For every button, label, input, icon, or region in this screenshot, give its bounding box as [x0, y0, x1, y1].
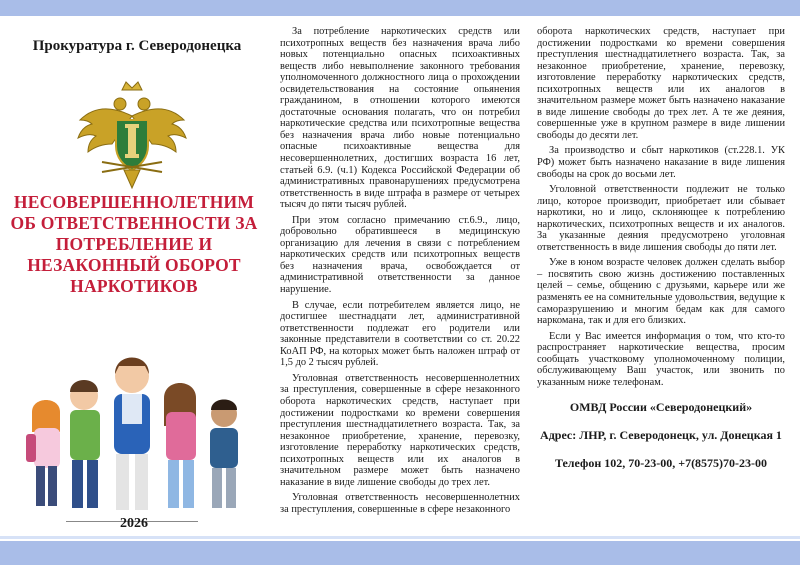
- paragraph: В случае, если потребителем является лицо, не достигшее шестнадцати лет, административной ответственности подлежат его родители или законные представители в соответствии со ст. 20.22 КоАП РФ, на которых может быть наложен штраф от 1,5 до 2 тысяч рублей.: [280, 299, 520, 369]
- year-label: 2026: [120, 516, 148, 531]
- paragraph: Если у Вас имеется информация о том, что кто-то распространяет наркотические вещества, просим сообщать участковому уполномоченному полиции, обслуживающему Ваш участок, или звонить по указанным ниже телефонам.: [537, 330, 785, 388]
- prosecutor-emblem-icon: [72, 76, 192, 191]
- bottom-frame-bar: [0, 541, 800, 565]
- children-illustration-icon: [18, 336, 250, 516]
- main-headline: НЕСОВЕРШЕННОЛЕТНИМ ОБ ОТВЕТСТВЕННОСТИ ЗА ПОТРЕБЛЕНИЕ И НЕЗАКОННЫЙ ОБОРОТ НАРКОТИКОВ: [10, 192, 258, 296]
- contacts-block: [537, 400, 785, 484]
- paragraph: Уголовная ответственность несовершеннолетних за преступления, совершенные в сфере незаконного: [280, 492, 520, 515]
- cover-panel: [0, 16, 268, 536]
- contact-address: Адрес: ЛНР, г. Северодонецк, ул. Донецкая 1: [540, 428, 782, 442]
- contact-organization: ОМВД России «Северодонецкий»: [569, 400, 753, 414]
- paragraph: При этом согласно примечанию ст.6.9., лицо, добровольно обратившееся в медицинскую организацию для лечения в связи с потреблением наркотических средств или психотропных веществ без назначения врача, освобождается от административной ответственности за данное нарушение.: [280, 214, 520, 296]
- paragraph: За потребление наркотических средств или психотропных веществ без назначения врача либо новых потенциально опасных психоактивных веществ либо невыполнение законного требования уполномоченного должностного лица о прохождении освидетельствования на состояние опьянения гражданином, в отношении которого имеются достаточные основания полагать, что он потребил наркотические средства или психотропные вещества без назначения врача либо новые потенциально опасные психоактивные вещества для несовершеннолетних, достигших возраста 16 лет, статьей 6.9. (ч.1) Кодекса Российской Федерации об административных правонарушениях предусмотрена ответственность в виде штрафа в размере от четырех тысяч до пяти тысяч рублей.: [280, 26, 520, 211]
- paragraph: Уголовной ответственности подлежит не только лицо, которое производит, приобретает или сбывает наркотики, но и лицо, склоняющее к потреблению наркотических, психотропных веществ и их аналогов. За указанные деяния предусмотрено уголовная ответственность в виде лишения свободы до пяти лет.: [537, 184, 785, 253]
- top-frame-bar: [0, 0, 800, 16]
- paragraph: Уже в юном возрасте человек должен сделать выбор – посвятить свою жизнь достижению поставленных целей – семье, общению с друзьями, карьере или же разменять ее на сомнительные удовольствия, ведущие к саморазрушению и многим бедам как для самого наркомана, так и для его близких.: [537, 257, 785, 327]
- paragraph: За производство и сбыт наркотиков (ст.228.1. УК РФ) может быть назначено наказание в виде лишения свободы на срок до восьми лет.: [537, 145, 785, 180]
- bottom-frame-line: [0, 536, 800, 539]
- text-column-1: [280, 26, 520, 515]
- paragraph: Уголовная ответственность несовершеннолетних за преступления, совершенные в сфере незаконного оборота наркотических средств, наступает при достижении подростками ко времени совершения преступления шестнадцатилетнего возраста. Так, за незаконное приобретение, хранение, перевозку, изготовление переработку наркотических средств, психотропных веществ или их аналогов в значительном размере может быть назначено наказание в виде лишение свободы до трех лет.: [280, 372, 520, 488]
- text-column-2: [537, 26, 785, 388]
- paragraph: оборота наркотических средств, наступает при достижении подростками ко времени совершения преступления шестнадцатилетнего возраста. Так, за незаконное приобретение, хранение, перевозку, изготовление переработку наркотических средств, психотропных веществ или их аналогов в значительном размере может быть назначено наказание в виде лишение свободы до трех лет. А те же деяния, совершенные уже в крупном размере в виде лишении свободы до десяти лет.: [537, 26, 785, 141]
- organization-title: Прокуратура г. Северодонецка: [32, 38, 242, 54]
- contact-phone: Телефон 102, 70-23-00, +7(8575)70-23-00: [554, 456, 768, 470]
